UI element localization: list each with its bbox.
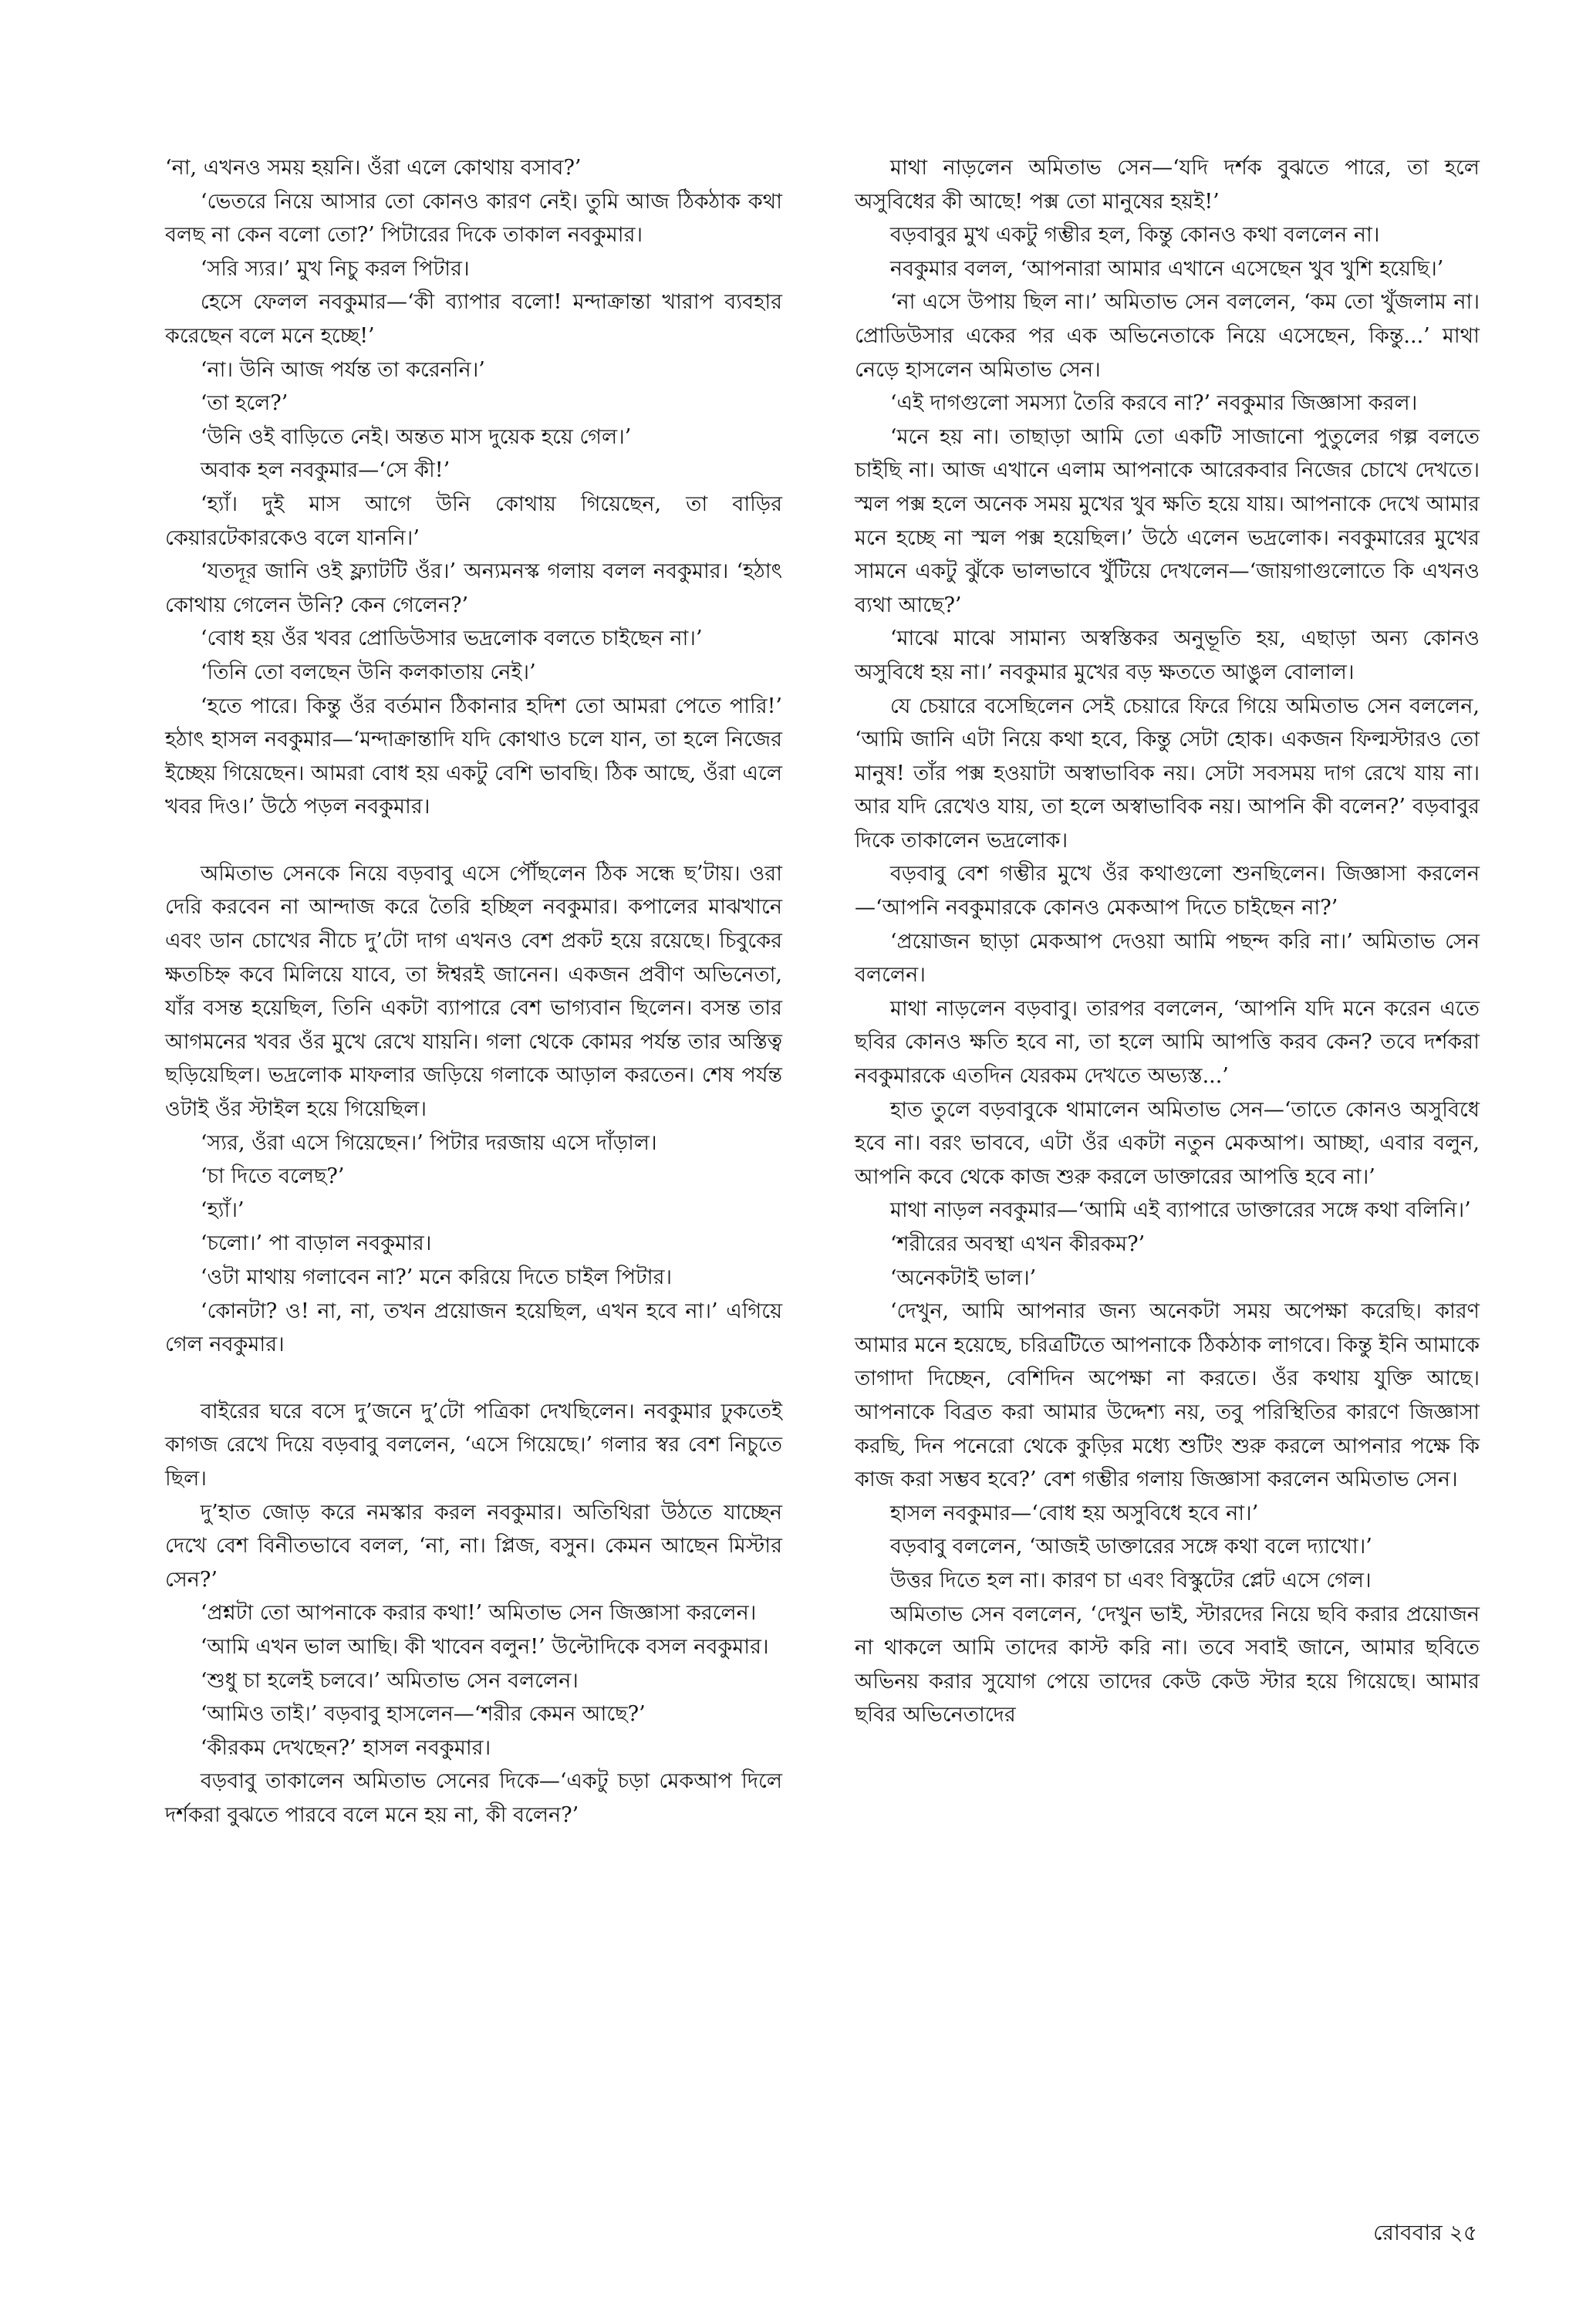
paragraph: মাথা নাড়ল নবকুমার—‘আমি এই ব্যাপারে ডাক্তারের সঙ্গে কথা বলিনি।’ bbox=[889, 1198, 1471, 1223]
paragraph: ‘প্রয়োজন ছাড়া মেকআপ দেওয়া আমি পছন্দ করি না।’ অমিতাভ সেন বললেন। bbox=[855, 929, 1480, 988]
paragraph: ‘কোনটা? ও! না, না, তখন প্রয়োজন হয়েছিল, এখন হবে না।’ এগিয়ে গেল নবকুমার। bbox=[165, 1299, 782, 1357]
paragraph: ‘শুধু চা হলেই চলবে।’ অমিতাভ সেন বললেন। bbox=[200, 1668, 579, 1693]
paragraph: ‘হ্যাঁ।’ bbox=[200, 1197, 245, 1222]
paragraph: হাত তুলে বড়বাবুকে থামালেন অমিতাভ সেন—‘তাতে কোনও অসুবিধে হবে না। বরং ভাববে, এটা ওঁর একটা নতুন মেকআপ। আচ্ছা, এবার বলুন, আপনি কবে থেকে কাজ শুরু করলে ডাক্তারের আপত্তি হবে না।’ bbox=[855, 1097, 1480, 1189]
paragraph: ‘তিনি তো বলছেন উনি কলকাতায় নেই।’ bbox=[200, 660, 536, 684]
paragraph: বড়বাবু বেশ গম্ভীর মুখে ওঁর কথাগুলো শুনছিলেন। জিজ্ঞাসা করলেন—‘আপনি নবকুমারকে কোনও মেকআপ দিতে চাইছেন না?’ bbox=[855, 862, 1480, 920]
paragraph: বড়বাবুর মুখ একটু গম্ভীর হল, কিন্তু কোনও কথা বললেন না। bbox=[889, 223, 1380, 248]
paragraph: ‘ওটা মাথায় গলাবেন না?’ মনে করিয়ে দিতে চাইল পিটার। bbox=[200, 1265, 673, 1289]
paragraph: ‘শরীরের অবস্থা এখন কীরকম?’ bbox=[889, 1232, 1146, 1256]
paragraph: অবাক হল নবকুমার—‘সে কী!’ bbox=[200, 458, 451, 483]
paragraph: ‘তা হলে?’ bbox=[200, 391, 289, 416]
paragraph: বাইরের ঘরে বসে দু’জনে দু’টো পত্রিকা দেখছিলেন। নবকুমার ঢুকতেই কাগজ রেখে দিয়ে বড়বাবু বললেন, ‘এসে গিয়েছে।’ গলার স্বর বেশ নিচুতে ছিল। bbox=[165, 1399, 782, 1491]
paragraph: ‘কীরকম দেখছেন?’ হাসল নবকুমার। bbox=[200, 1735, 491, 1760]
right-column bbox=[855, 151, 1480, 1732]
paragraph: ‘আমি এখন ভাল আছি। কী খাবেন বলুন!’ উল্টোদিকে বসল নবকুমার। bbox=[200, 1634, 769, 1659]
paragraph: হেসে ফেলল নবকুমার—‘কী ব্যাপার বলো! মন্দাক্রান্তা খারাপ ব্যবহার করেছেন বলে মনে হচ্ছে!’ bbox=[165, 290, 782, 348]
paragraph: ‘মাঝে মাঝে সামান্য অস্বস্তিকর অনুভূতি হয়, এছাড়া অন্য কোনও অসুবিধে হয় না।’ নবকুমার মুখের বড় ক্ষততে আঙুল বোলাল। bbox=[855, 627, 1480, 684]
left-column bbox=[165, 151, 782, 1833]
paragraph: মাথা নাড়লেন অমিতাভ সেন—‘যদি দর্শক বুঝতে পারে, তা হলে অসুবিধের কী আছে! পক্স তো মানুষের হয়ই!’ bbox=[855, 156, 1480, 214]
paragraph: ‘হ্যাঁ। দুই মাস আগে উনি কোথায় গিয়েছেন, তা বাড়ির কেয়ারটেকারকেও বলে যাননি।’ bbox=[165, 491, 782, 550]
paragraph: ‘দেখুন, আমি আপনার জন্য অনেকটা সময় অপেক্ষা করেছি। কারণ আমার মনে হয়েছে, চরিত্রটিতে আপনাকে ঠিকঠাক লাগবে। কিন্তু ইনি আমাকে তাগাদা দিচ্ছেন, বেশিদিন অপেক্ষা না করতে। ওঁর কথায় যুক্তি আছে। আপনাকে বিব্রত করা আমার উদ্দেশ্য নয়, তবু পরিস্থিতির কারণে জিজ্ঞাসা করছি, দিন পনেরো থেকে কুড়ির মধ্যে শুটিং শুরু করলে আপনার পক্ষে কি কাজ করা সম্ভব হবে?’ বেশ গম্ভীর গলায় জিজ্ঞাসা করলেন অমিতাভ সেন। bbox=[855, 1299, 1480, 1492]
paragraph: ‘আমিও তাই।’ বড়বাবু হাসলেন—‘শরীর কেমন আছে?’ bbox=[200, 1702, 646, 1727]
paragraph: ‘না। উনি আজ পর্যন্ত তা করেননি।’ bbox=[200, 357, 485, 382]
paragraph: নবকুমার বলল, ‘আপনারা আমার এখানে এসেছেন খুব খুশি হয়েছি।’ bbox=[889, 256, 1444, 281]
paragraph: বড়বাবু তাকালেন অমিতাভ সেনের দিকে—‘একটু চড়া মেকআপ দিলে দর্শকরা বুঝতে পারবে বলে মনে হয় না, কী বলেন?’ bbox=[165, 1769, 782, 1827]
paragraph: ‘না এসে উপায় ছিল না।’ অমিতাভ সেন বললেন, ‘কম তো খুঁজলাম না। প্রোডিউসার একের পর এক অভিনেতাকে নিয়ে এসেছেন, কিন্তু...’ মাথা নেড়ে হাসলেন অমিতাভ সেন। bbox=[855, 290, 1480, 382]
paragraph: অমিতাভ সেন বললেন, ‘দেখুন ভাই, স্টারদের নিয়ে ছবি করার প্রয়োজন না থাকলে আমি তাদের কাস্ট করি না। তবে সবাই জানে, আমার ছবিতে অভিনয় করার সুযোগ পেয়ে তাদের কেউ কেউ স্টার হয়ে গিয়েছে। আমার ছবির অভিনেতাদের bbox=[855, 1602, 1480, 1728]
paragraph: ‘যতদূর জানি ওই ফ্ল্যাটটি ওঁর।’ অন্যমনস্ক গলায় বলল নবকুমার। ‘হঠাৎ কোথায় গেলেন উনি? কেন গেলেন?’ bbox=[165, 559, 782, 617]
paragraph: মাথা নাড়লেন বড়বাবু। তারপর বললেন, ‘আপনি যদি মনে করেন এতে ছবির কোনও ক্ষতি হবে না, তা হলে আমি আপত্তি করব কেন? তবে দর্শকরা নবকুমারকে এতদিন যেরকম দেখতে অভ্যস্ত...’ bbox=[855, 996, 1480, 1089]
paragraph: হাসল নবকুমার—‘বোধ হয় অসুবিধে হবে না।’ bbox=[889, 1501, 1259, 1525]
section-break bbox=[165, 1362, 782, 1395]
paragraph: ‘অনেকটাই ভাল।’ bbox=[889, 1265, 1037, 1290]
paragraph: ‘না, এখনও সময় হয়নি। ওঁরা এলে কোথায় বসাব?’ bbox=[165, 156, 582, 180]
paragraph: দু’হাত জোড় করে নমস্কার করল নবকুমার। অতিথিরা উঠতে যাচ্ছেন দেখে বেশ বিনীতভাবে বলল, ‘না, না। প্লিজ, বসুন। কেমন আছেন মিস্টার সেন?’ bbox=[165, 1500, 782, 1592]
paragraph: ‘মনে হয় না। তাছাড়া আমি তো একটি সাজানো পুতুলের গল্প বলতে চাইছি না। আজ এখানে এলাম আপনাকে আরেকবার নিজের চোখে দেখতে। স্মল পক্স হলে অনেক সময় মুখের খুব ক্ষতি হয়ে যায়। আপনাকে দেখে আমার মনে হচ্ছে না স্মল পক্স হয়েছিল।’ উঠে এলেন ভদ্রলোক। নবকুমারের মুখের সামনে একটু ঝুঁকে ভালভাবে খুঁটিয়ে দেখলেন—‘জায়গাগুলোতে কি এখনও ব্যথা আছে?’ bbox=[855, 424, 1480, 617]
section-break bbox=[165, 824, 782, 857]
paragraph: ‘প্রশ্নটা তো আপনাকে করার কথা!’ অমিতাভ সেন জিজ্ঞাসা করলেন। bbox=[200, 1601, 757, 1626]
page-folio: রোববার ২৫ bbox=[1373, 2220, 1477, 2245]
paragraph: বড়বাবু বললেন, ‘আজই ডাক্তারের সঙ্গে কথা বলে দ্যাখো।’ bbox=[889, 1535, 1372, 1559]
paragraph: ‘এই দাগগুলো সমস্যা তৈরি করবে না?’ নবকুমার জিজ্ঞাসা করল। bbox=[889, 391, 1418, 416]
paragraph: ‘ভেতরে নিয়ে আসার তো কোনও কারণ নেই। তুমি আজ ঠিকঠাক কথা বলছ না কেন বলো তো?’ পিটারের দিকে তাকাল নবকুমার। bbox=[165, 189, 782, 248]
paragraph: ‘স্যর, ওঁরা এসে গিয়েছেন।’ পিটার দরজায় এসে দাঁড়াল। bbox=[200, 1130, 657, 1155]
paragraph: উত্তর দিতে হল না। কারণ চা এবং বিস্কুটের প্লেট এসে গেল। bbox=[889, 1568, 1372, 1593]
paragraph: ‘সরি স্যর।’ মুখ নিচু করল পিটার। bbox=[200, 256, 470, 281]
paragraph: ‘উনি ওই বাড়িতে নেই। অন্তত মাস দুয়েক হয়ে গেল।’ bbox=[200, 424, 632, 449]
paragraph: ‘চা দিতে বলেছ?’ bbox=[200, 1164, 345, 1189]
paragraph: যে চেয়ারে বসেছিলেন সেই চেয়ারে ফিরে গিয়ে অমিতাভ সেন বললেন, ‘আমি জানি এটা নিয়ে কথা হবে, কিন্তু সেটা হোক। একজন ফিল্মস্টারও তো মানুষ! তাঁর পক্স হওয়াটা অস্বাভাবিক নয়। সেটা সবসময় দাগ রেখে যায় না। আর যদি রেখেও যায়, তা হলে অস্বাভাবিক নয়। আপনি কী বলেন?’ বড়বাবুর দিকে তাকালেন ভদ্রলোক। bbox=[855, 694, 1480, 853]
paragraph: ‘হতে পারে। কিন্তু ওঁর বর্তমান ঠিকানার হদিশ তো আমরা পেতে পারি!’ হঠাৎ হাসল নবকুমার—‘মন্দাক্রান্তাদি যদি কোথাও চলে যান, তা হলে নিজের ইচ্ছেয় গিয়েছেন। আমরা বোধ হয় একটু বেশি ভাবছি। ঠিক আছে, ওঁরা এলে খবর দিও।’ উঠে পড়ল নবকুমার। bbox=[165, 694, 782, 819]
paragraph: ‘বোধ হয় ওঁর খবর প্রোডিউসার ভদ্রলোক বলতে চাইছেন না।’ bbox=[200, 627, 703, 651]
paragraph: অমিতাভ সেনকে নিয়ে বড়বাবু এসে পৌঁছলেন ঠিক সন্ধে ছ’টায়। ওরা দেরি করবেন না আন্দাজ করে তৈরি হচ্ছিল নবকুমার। কপালের মাঝখানে এবং ডান চোখের নীচে দু’টো দাগ এখনও বেশ প্রকট হয়ে রয়েছে। চিবুকের ক্ষতচিহ্ন কবে মিলিয়ে যাবে, তা ঈশ্বরই জানেন। একজন প্রবীণ অভিনেতা, যাঁর বসন্ত হয়েছিল, তিনি একটা ব্যাপারে বেশ ভাগ্যবান ছিলেন। বসন্ত তার আগমনের খবর ওঁর মুখে রেখে যায়নি। গলা থেকে কোমর পর্যন্ত তার অস্তিত্ব ছড়িয়েছিল। ভদ্রলোক মাফলার জড়িয়ে গলাকে আড়াল করতেন। শেষ পর্যন্ত ওটাই ওঁর স্টাইল হয়ে গিয়েছিল। bbox=[165, 861, 782, 1122]
paragraph: ‘চলো।’ পা বাড়াল নবকুমার। bbox=[200, 1231, 432, 1256]
